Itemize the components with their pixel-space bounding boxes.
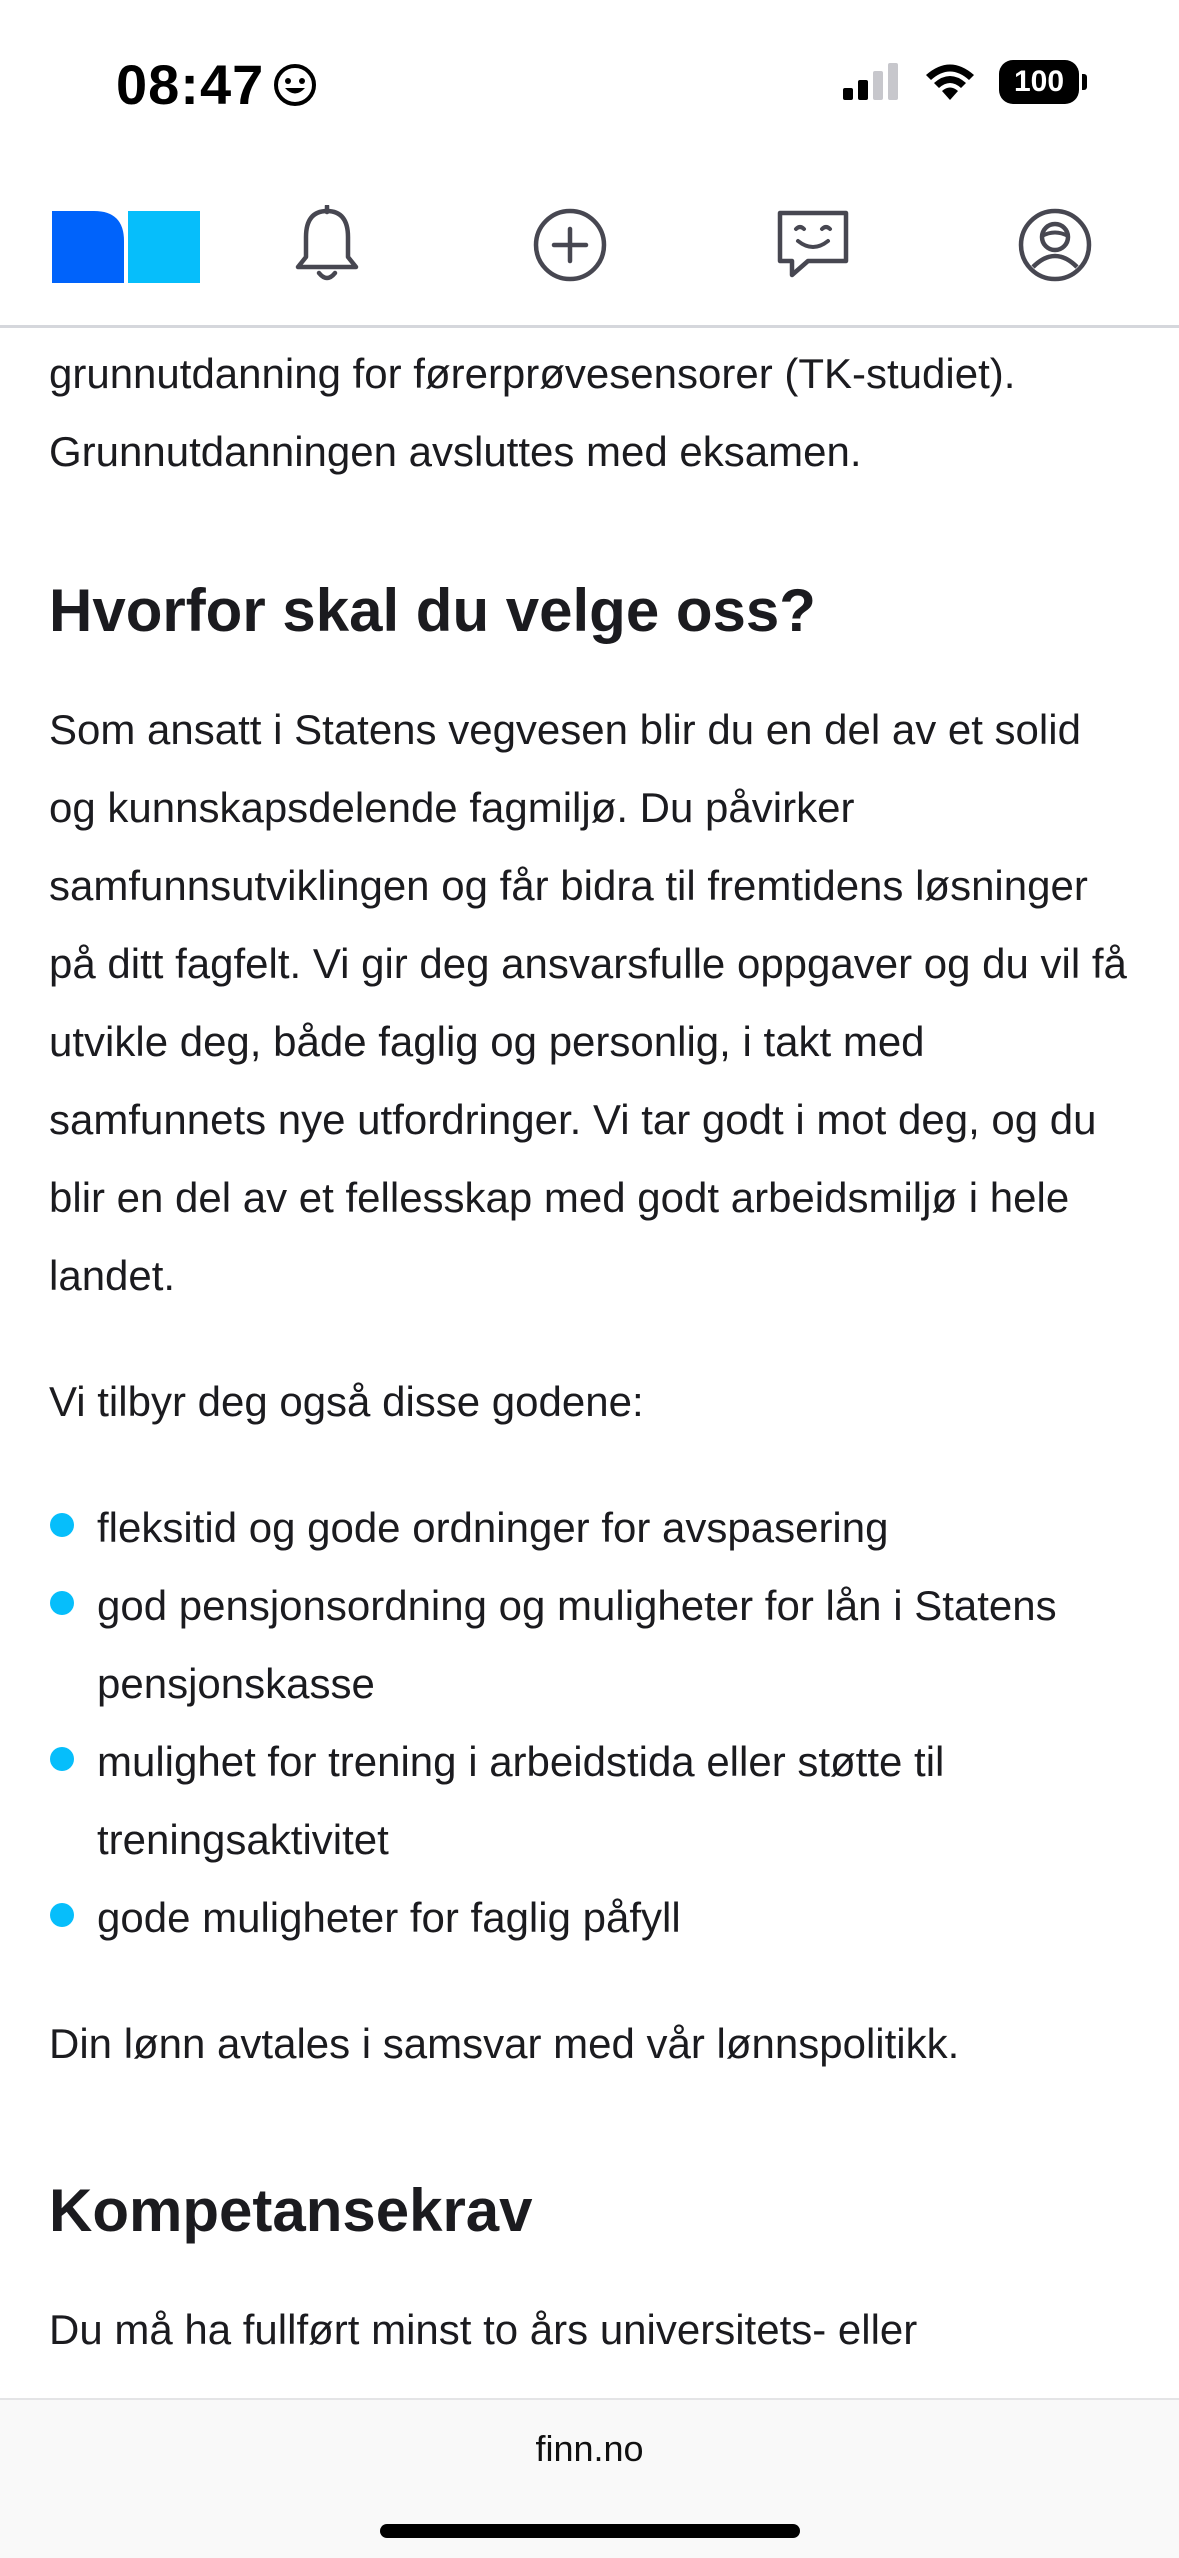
list-item [49, 1489, 1129, 1567]
new-ad-button[interactable] [530, 205, 610, 285]
battery-icon [999, 60, 1079, 104]
salary-paragraph: Din lønn avtales i samsvar med vår lønnspolitikk. [49, 2020, 960, 2067]
chat-icon [774, 207, 852, 283]
why-heading: Hvorfor skal du velge oss? [49, 577, 816, 644]
list-item [49, 1567, 1129, 1723]
offer-intro-paragraph: Vi tilbyr deg også disse godene: [49, 1378, 644, 1425]
cellular-signal-icon [841, 62, 901, 102]
browser-bottom-bar [0, 2398, 1179, 2558]
benefit-text: fleksitid og gode ordninger for avspasering [97, 1504, 889, 1551]
benefits-list [49, 1489, 1129, 1957]
bell-icon [292, 205, 362, 285]
notifications-button[interactable] [287, 205, 367, 285]
top-nav [0, 175, 1179, 328]
profile-icon [1017, 207, 1093, 283]
finn-logo[interactable] [52, 211, 200, 283]
bullet-icon [50, 1903, 74, 1927]
status-indicators [841, 60, 1079, 104]
benefit-text: god pensjonsordning og muligheter for lån i Statens pensjonskasse [97, 1582, 1057, 1707]
list-item [49, 1879, 1129, 1957]
smiley-icon [272, 62, 318, 108]
plus-circle-icon [532, 207, 608, 283]
bullet-icon [50, 1747, 74, 1771]
wifi-icon [923, 62, 977, 102]
list-item [49, 1723, 1129, 1879]
messages-button[interactable] [773, 205, 853, 285]
status-time-text: 08:47 [116, 53, 265, 116]
article-content [49, 335, 1129, 2369]
benefit-text: gode muligheter for faglig påfyll [97, 1894, 681, 1941]
profile-button[interactable] [1015, 205, 1095, 285]
competence-body-paragraph: Du må ha fullført minst to års universitets- eller [49, 2306, 918, 2353]
benefit-text: mulighet for trening i arbeidstida eller støtte til treningsaktivitet [97, 1738, 945, 1863]
why-body-paragraph: Som ansatt i Statens vegvesen blir du en del av et solid og kunnskapsdelende fagmiljø. Du påvirker samfunnsutviklingen og får bidra til fremtidens løsninger på ditt fagfelt. Vi gir deg ansvarsfulle oppgaver og du vil få utvikle deg, både faglig og personlig, i takt med samfunnets nye utfordringer. Vi tar godt i mot deg, og du blir en del av et fellesskap med godt arbeidsmiljø i hele landet. [49, 706, 1127, 1299]
bullet-icon [50, 1591, 74, 1615]
url-bar[interactable]: finn.no [535, 2428, 644, 2469]
status-time [116, 52, 318, 117]
bullet-icon [50, 1513, 74, 1537]
battery-level: 100 [1013, 65, 1065, 98]
competence-heading: Kompetansekrav [49, 2177, 533, 2244]
home-indicator[interactable] [380, 2524, 800, 2538]
status-bar [0, 0, 1179, 175]
intro-tail-paragraph: grunnutdanning for førerprøvesensorer (TK-studiet). Grunnutdanningen avsluttes med eksamen. [49, 350, 1016, 475]
